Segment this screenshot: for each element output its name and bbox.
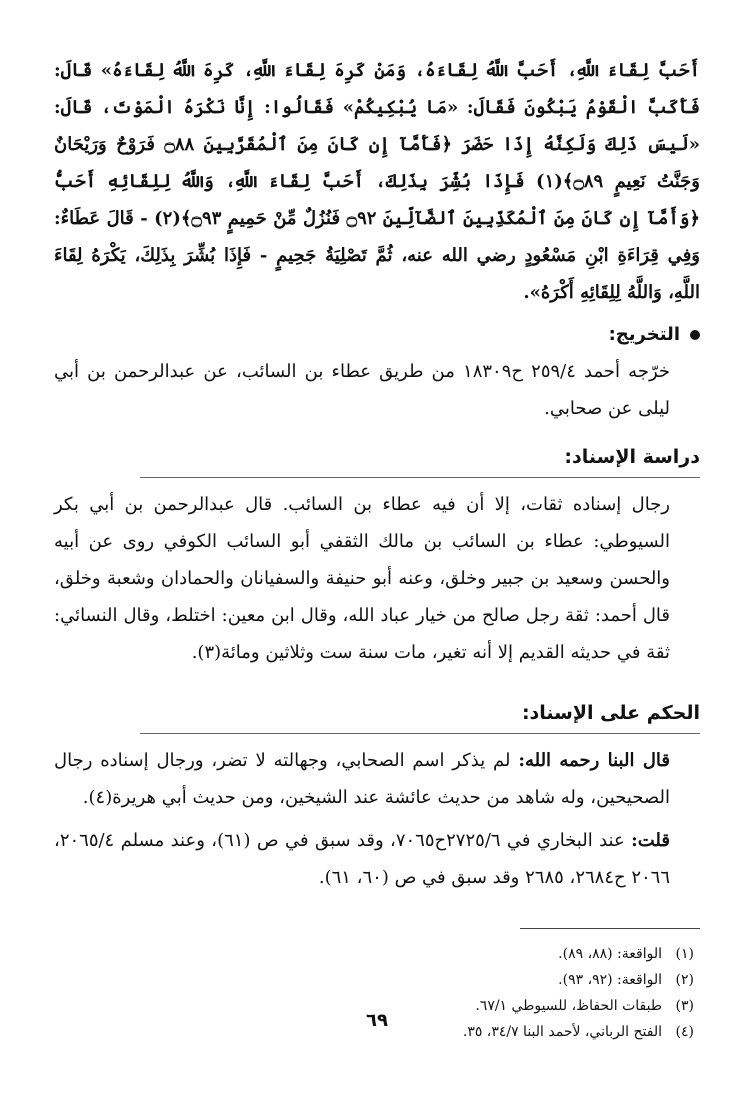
footnote-text: الواقعة: (٨٨، ٨٩). (558, 946, 662, 962)
isnad-note-lead: قلت: (631, 830, 670, 851)
hadith-text: أَحَبَّ لِقَاءَ اللَّهِ، أَحَبَّ اللَّهُ لِقَاءَهُ، وَمَنْ كَرِهَ لِقَاءَ اللَّهِ، كَرِهَ اللَّهُ لِقَاءَهُ» قَالَ: فَأَكَبَّ الْقَوْمُ يَبْكُونَ فَقَالَ: «مَا يُبْكِيكُمْ» فَقَالُوا: إِنَّا نَكْرَهُ الْمَوْتَ، قَالَ: «لَيسَ ذَلِكَ وَلَكِنَّهُ إِذَا حَضَرَ ﴿فَأَمَّآ إِن كَانَ مِنَ ٱلْمُقَرَّبِينَ ۝٨٨ فَرَوْحٌ وَرَيْحَانٌ وَجَنَّتُ نَعِيمٍ ۝٨٩﴾(١) فَإِذَا بُشِّرَ بِذَلِكَ، أَحَبَّ لِقَاءَ اللَّهِ، وَاللَّهُ لِلِقَائِهِ أَحَبُّ ﴿وَأَمَّآ إِن كَانَ مِنَ ٱلْمُكَذِّبِينَ ٱلضَّآلِّينَ ۝٩٢ فَنُزُلٌ مِّنْ حَمِيمٍ ۝٩٣﴾(٢) - قَالَ عَطَاءٌ: وَفِي قِرَاءَةِ ابْنِ مَسْعُودٍ رضي الله عنه، ثُمَّ تَصْلِيَةُ جَحِيمٍ - فَإِذَا بُشِّرَ بِذَلِكَ، يَكْرَهُ لِقَاءَ اللَّهِ، وَاللَّهُ لِلِقَائِهِ أَكْرَهُ». (54, 60, 700, 303)
takhrij-heading-label: التخريج: (608, 324, 680, 345)
footnote-1 (54, 941, 700, 967)
bullet-icon (690, 330, 700, 340)
isnad-study-title: دراسة الإسناد: (140, 437, 700, 478)
isnad-ruling-lead: قال البنا رحمه الله: (518, 750, 670, 771)
footnote-divider (520, 928, 700, 929)
takhrij-text: خرّجه أحمد ٢٥٩/٤ ح١٨٣٠٩ من طريق عطاء بن السائب، عن عبدالرحمن بن أبي ليلى عن صحابي. (54, 361, 671, 419)
page-content (54, 52, 700, 1045)
footnote-number: (٣) (675, 998, 694, 1014)
isnad-note-text: عند البخاري في ٢٧٢٥/٦ح٧٠٦٥، وقد سبق في ص (٦١)، وعند مسلم ٢٠٦٥/٤، ٢٠٦٦ ح٢٦٨٤، ٢٦٨٥ وقد سبق في ص (٦٠، ٦١). (54, 830, 670, 888)
page-number: ٦٩ (366, 1010, 388, 1031)
takhrij-heading (54, 317, 700, 353)
isnad-note-paragraph (54, 822, 700, 896)
footnote-number: (١) (675, 946, 694, 962)
footnote-2 (54, 967, 700, 993)
footnote-text: الفتح الرباني، لأحمد البنا ٣٤/٧، ٣٥. (462, 1024, 662, 1040)
isnad-ruling-text: لم يذكر اسم الصحابي، وجهالته لا تضر، ورجال إسناده رجال الصحيحين، وله شاهد من حديث عائشة عند الشيخين، ومن حديث أبي هريرة(٤). (54, 750, 670, 808)
footnote-text: طبقات الحفاظ، للسيوطي ٦٧/١. (475, 998, 662, 1014)
isnad-study-text: رجال إسناده ثقات، إلا أن فيه عطاء بن السائب. قال عبدالرحمن بن أبي بكر السيوطي: عطاء بن السائب بن مالك الثقفي أبو السائب الكوفي روى عن أبيه والحسن وسعيد بن جبير وخلق، وعنه أبو حنيفة والسفيانان والحمادان وشعبة وخلق، قال أحمد: ثقة رجل صالح من خيار عباد الله، وقال ابن معين: اختلط، وقال النسائي: ثقة في حديثه القديم إلا أنه تغير، مات سنة ست وثلاثين ومائة(٣). (54, 494, 670, 663)
footnote-text: الواقعة: (٩٢، ٩٣). (558, 972, 662, 988)
isnad-ruling-paragraph (54, 742, 700, 816)
footnote-number: (٤) (675, 1024, 694, 1040)
isnad-ruling-title: الحكم على الإسناد: (140, 693, 700, 734)
footnote-number: (٢) (675, 972, 694, 988)
